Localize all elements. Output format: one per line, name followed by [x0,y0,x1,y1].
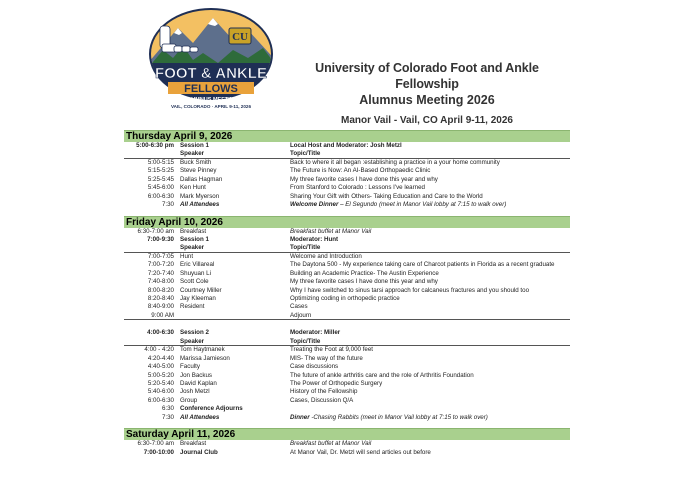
row-speaker: Hunt [180,252,194,260]
schedule-row [124,287,570,295]
row-topic: Topic/Title [290,244,321,252]
row-topic [290,201,570,209]
row-speaker: Ken Hunt [180,184,206,192]
schedule-gap [124,320,570,329]
row-topic: My three favorite cases I have done this year and why [290,278,438,286]
row-time: 5:40-6:00 [147,388,174,396]
header-title-line2: Alumnus Meeting 2026 [359,93,495,107]
row-speaker: Mark Myerson [180,192,220,200]
row-topic: Sharing Your Gift with Others- Taking Education and Care to the World [290,192,483,200]
row-time: 7:30 [161,413,174,421]
meeting-header [296,60,558,128]
schedule-row [124,449,570,457]
row-time: 6:30-7:00 am [137,227,174,235]
row-speaker: Speaker [180,244,205,252]
schedule-row [124,363,570,371]
row-topic: Local Host and Moderator: Josh Metzl [290,142,402,149]
row-topic: Back to where it all began :establishing a practice in a your home community [290,158,500,166]
row-time: 4:00-6:30 [147,329,174,337]
schedule-row [124,142,570,150]
row-topic [290,414,570,422]
schedule-row [124,388,570,396]
row-time: 8:40-9:00 [147,303,174,311]
row-time: 7:20-7:40 [147,269,174,277]
row-speaker: Tom Haytmanek [180,346,225,354]
schedule-row [124,150,570,158]
row-time: 8:00-8:20 [147,286,174,294]
fellowship-logo [138,8,284,112]
row-topic: Topic/Title [290,337,321,345]
row-speaker: Scott Cole [180,278,209,286]
schedule-row [124,440,570,448]
row-speaker: Faculty [180,363,200,371]
row-speaker: All Attendees [180,413,220,421]
row-topic: Breakfast buffet at Manor Vail [290,440,372,448]
row-speaker: Josh Metzl [180,388,210,396]
row-speaker: Breakfast [180,440,207,448]
row-time: 7:40-8:00 [147,278,174,286]
schedule-row [124,184,570,192]
row-speaker: All Attendees [180,201,220,209]
row-topic: My three favorite cases I have done this year and why [290,175,438,183]
schedule-row [124,414,570,422]
row-speaker: Jay Kleeman [180,295,216,302]
row-time: 7:00-7:05 [147,252,174,260]
row-topic: Treating the Foot at 9,000 feet [290,346,374,354]
row-time: 7:00-10:00 [143,448,174,456]
schedule-row [124,167,570,175]
row-speaker: Breakfast [180,227,207,235]
row-topic: The Future is Now: An AI-Based Orthopaedic Clinic [290,167,431,175]
header-subtitle: Manor Vail - Vail, CO April 9-11, 2026 [341,115,513,126]
row-speaker: Speaker [180,337,205,345]
row-speaker: Marissa Jamieson [180,354,230,362]
logo-line4: VAIL, COLORADO · APRIL 9-11, 2026 [170,104,252,109]
row-topic: Moderator: Hunt [290,235,339,243]
row-topic: Case discussions [290,363,339,371]
row-time: 4:20-4:40 [147,354,174,362]
schedule-row [124,244,570,252]
row-topic-highlight: Dinner [290,413,310,421]
schedule-row [124,295,570,303]
row-time: 5:00-6:30 pm [136,142,174,149]
row-topic: Adjourn [290,311,312,319]
row-speaker: Steve Pinney [180,167,217,175]
schedule-row [124,159,570,167]
schedule-row [124,380,570,388]
day-header: Thursday April 9, 2026 [124,130,570,142]
schedule-row [124,278,570,286]
row-time: 6:30-7:00 am [137,440,174,448]
row-speaker: Dallas Hagman [180,175,223,183]
row-time: 5:20-5:40 [147,379,174,387]
row-speaker: Resident [180,303,205,311]
logo-line3: ALUMNUS MEETING [183,97,239,103]
row-topic: Why I have switched to sinus tarsi approach for calcaneus fractures and you should too [290,286,530,294]
row-speaker: Shuyuan Li [180,269,211,277]
schedule-row [124,355,570,363]
row-topic-detail: – El Segundo (meet in Manor Vail lobby at 7:15 to walk over) [338,201,507,209]
row-speaker: Jon Backus [180,371,212,379]
schedule-row [124,303,570,311]
row-time: 6:00-6:30 [147,396,174,404]
logo-line1: FOOT & ANKLE [155,65,267,82]
row-speaker: Speaker [180,150,205,158]
row-time: 6:00-6:30 [147,192,174,200]
schedule-row [124,236,570,244]
row-time: 6:30 [161,405,174,413]
row-speaker: Eric Villareal [180,261,215,269]
row-topic-detail: -Chasing Rabbits (meet in Manor Vail lobby at 7:15 to walk over) [309,413,488,421]
row-topic: At Manor Vail, Dr. Metzl will send articles out before [290,448,431,456]
schedule-row [124,346,570,354]
schedule-row [124,329,570,337]
schedule-row [124,176,570,184]
row-speaker: Journal Club [180,448,218,456]
row-topic-highlight: Welcome Dinner [290,201,339,209]
row-topic: Breakfast buffet at Manor Vail [290,227,372,235]
row-topic: Moderator: Miller [290,329,341,337]
logo-line2: FELLOWS [184,83,238,95]
row-time: 5:00-5:15 [147,158,174,166]
schedule-row [124,312,570,320]
row-speaker: Session 1 [180,235,209,243]
cu-monogram: CU [232,31,248,43]
row-time: 7:30 [161,201,174,209]
row-topic: Topic/Title [290,150,321,158]
row-time: 5:45-6:00 [147,184,174,192]
row-time: 5:25-5:45 [147,175,174,183]
row-time: 4:00 - 4:20 [144,346,174,354]
schedule-row [124,253,570,261]
row-topic: Optimizing coding in orthopedic practice [290,295,400,302]
schedule-row [124,405,570,413]
schedule-row [124,397,570,405]
header-title-line1: University of Colorado Foot and Ankle Fellowship [315,61,539,91]
row-speaker: Buck Smith [180,158,212,166]
schedule-row [124,228,570,236]
row-time: 5:00-5:20 [147,371,174,379]
row-topic: History of the Fellowship [290,388,358,396]
row-topic: MIS- The way of the future [290,354,363,362]
schedule-row [124,193,570,201]
row-time: 5:15-5:25 [147,167,174,175]
row-speaker: David Kaplan [180,379,217,387]
row-topic: Welcome and Introduction [290,252,362,260]
row-speaker: Courtney Miller [180,286,222,294]
row-speaker: Group [180,396,198,404]
row-topic: The future of ankle arthritis care and the role of Arthritis Foundation [290,371,474,379]
row-time: 7:00-7:20 [147,261,174,269]
row-time: 4:40-5:00 [147,363,174,371]
schedule-row [124,201,570,209]
schedule-row [124,270,570,278]
row-time: 9:00 AM [151,311,174,319]
row-topic: From Stanford to Colorado : Lessons I've learned [290,184,425,192]
schedule-row [124,338,570,346]
meeting-schedule [124,130,570,457]
row-topic: Cases [290,303,308,311]
schedule-row [124,261,570,269]
row-speaker: Conference Adjourns [180,405,243,413]
row-topic: The Power of Orthopedic Surgery [290,379,383,387]
day-header: Saturday April 11, 2026 [124,428,570,440]
row-speaker: Session 2 [180,329,209,337]
row-topic: The Daytona 500 - My experience taking care of Charcot patients in Florida as a recent graduate [290,261,555,269]
row-speaker: Session 1 [180,142,209,149]
day-header: Friday April 10, 2026 [124,216,570,228]
row-topic: Building an Academic Practice- The Austin Experience [290,269,439,277]
schedule-row [124,372,570,380]
row-time: 7:00-9:30 [147,235,174,243]
row-topic: Cases, Discussion Q/A [290,396,354,404]
row-time: 8:20-8:40 [147,295,174,302]
